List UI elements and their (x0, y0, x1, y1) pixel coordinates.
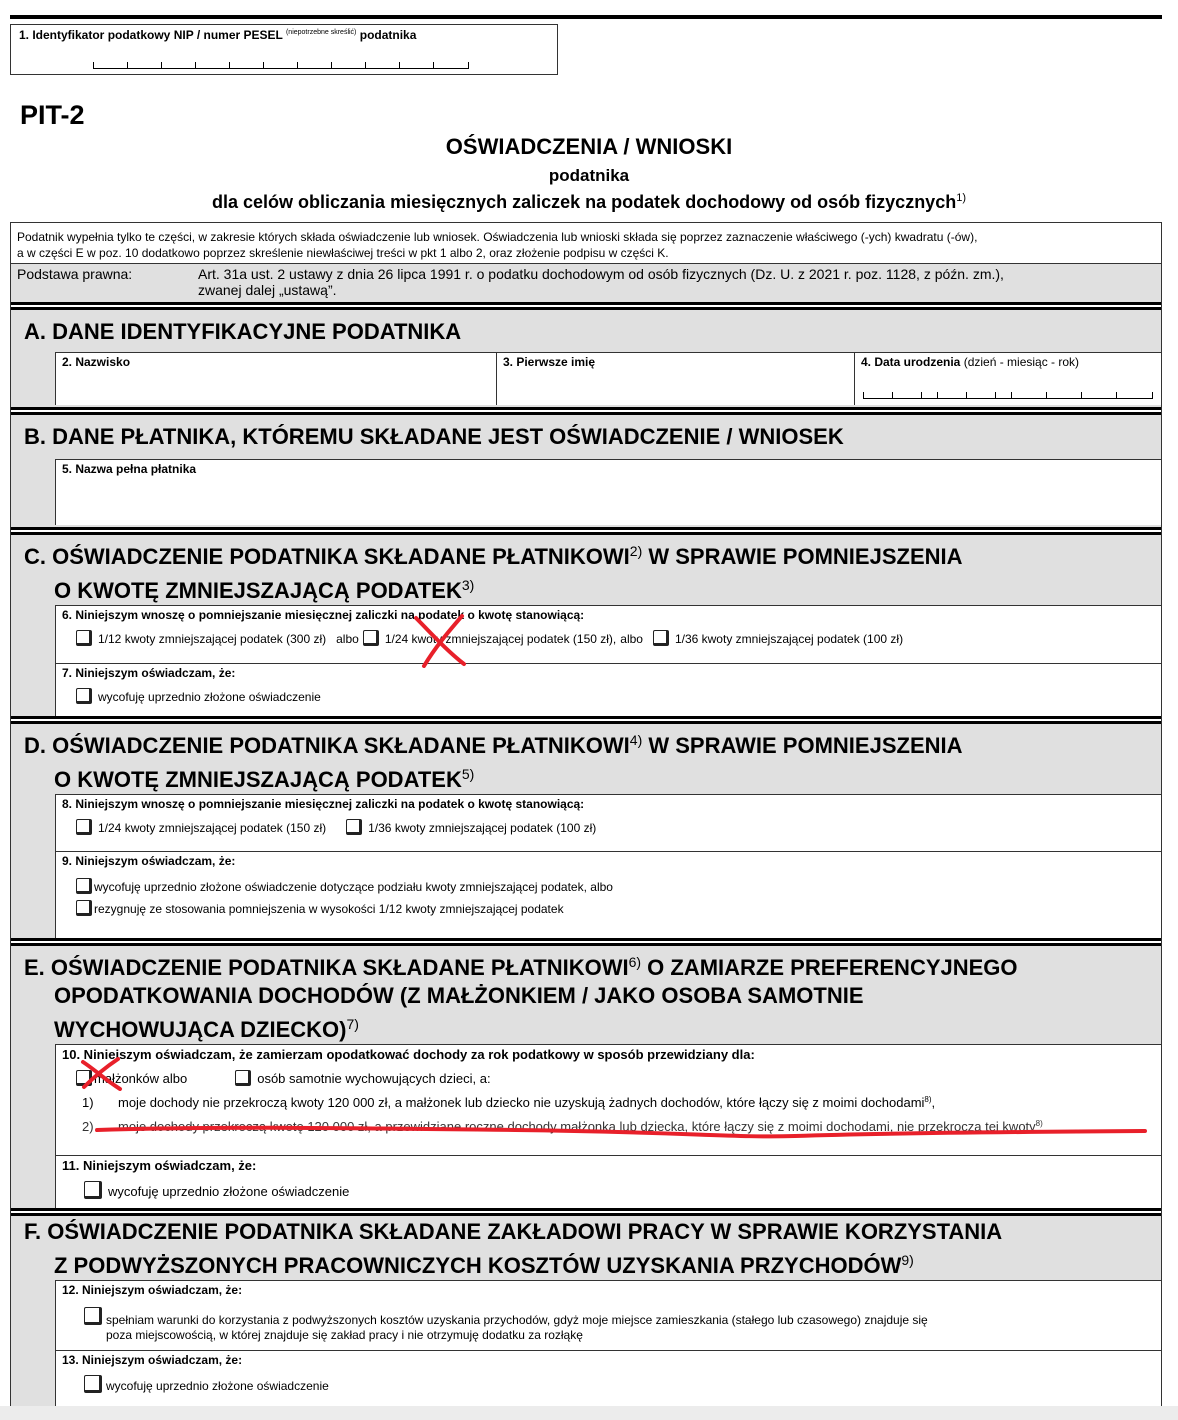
q9-option-1-label: wycofuję uprzednio złożone oświadczenie dotyczące podziału kwoty zmniejszającej podatek, albo (94, 880, 613, 894)
q8-label: 8. Niniejszym wnoszę o pomniejszanie miesięcznej zaliczki na podatek o kwotę stanowiącą: (62, 797, 585, 811)
point-number: 1) (82, 1095, 94, 1110)
section-f-title (11, 1216, 1161, 1280)
nip-pesel-field[interactable] (10, 24, 558, 75)
q12-option-label (106, 1307, 928, 1343)
section-e-title-3: WYCHOWUJĄCA DZIECKO) (54, 1017, 347, 1042)
birth-date-label-text: 4. Data urodzenia (861, 355, 961, 369)
footnote-ref: 3) (461, 577, 475, 593)
section-e (11, 946, 1161, 1208)
checkbox-q7-withdraw[interactable] (76, 688, 92, 704)
section-e-title-1b: O ZAMIARZE PREFERENCYJNEGO (641, 955, 1018, 980)
first-name-field[interactable] (497, 353, 855, 405)
section-f-title-2: Z PODWYŻSZONYCH PRACOWNICZYCH KOSZTÓW UZYSKANIA PRZYCHODÓW (54, 1253, 902, 1278)
section-c-title-2: O KWOTĘ ZMNIEJSZAJĄCĄ PODATEK (54, 578, 462, 603)
checkbox-q12-higher-costs[interactable] (84, 1307, 102, 1325)
section-c (11, 535, 1161, 716)
section-d-body (55, 794, 1161, 938)
q13-row (56, 1351, 1161, 1407)
section-c-title-1b: W SPRAWIE POMNIEJSZENIA (642, 544, 963, 569)
form-title: OŚWIADCZENIA / WNIOSKI (445, 134, 733, 159)
legal-basis (11, 264, 1161, 302)
section-f-title-1: F. OŚWIADCZENIE PODATNIKA SKŁADANE ZAKŁADOWI PRACY W SPRAWIE KORZYSTANIA (24, 1219, 1003, 1244)
footnote-ref: 5) (461, 766, 475, 782)
q8-row (56, 795, 1161, 852)
q13-label: 13. Niniejszym oświadczam, że: (62, 1353, 243, 1367)
checkbox-q11-withdraw[interactable] (84, 1181, 102, 1199)
instructions-line-1: Podatnik wypełnia tylko te części, w zakresie których składa oświadczenie lub wniosek. Oświadczenia lub wnioski składa się poprzez zaznaczenie właściwego (-ych) kwadratu (-ów), (17, 230, 978, 244)
form-code: PIT-2 (20, 100, 85, 130)
section-a-title: A. DANE IDENTYFIKACYJNE PODATNIKA (24, 319, 462, 344)
footnote-ref: 1) (956, 192, 966, 204)
footnote-ref: 8) (924, 1095, 932, 1104)
first-name-label: 3. Pierwsze imię (503, 355, 596, 369)
section-divider (11, 938, 1161, 946)
checkbox-q10-spouses[interactable] (76, 1070, 92, 1086)
q6-row (56, 606, 1161, 664)
q13-option-label: wycofuję uprzednio złożone oświadczenie (106, 1379, 329, 1393)
section-divider (11, 527, 1161, 535)
nip-pesel-suffix: podatnika (359, 28, 417, 42)
q11-option-label: wycofuję uprzednio złożone oświadczenie (108, 1184, 350, 1199)
section-d (11, 724, 1161, 938)
q10-label: 10. Niniejszym oświadczam, że zamierzam opodatkować dochody za rok podatkowy w sposób przewidziany dla: (62, 1047, 755, 1062)
q9-label: 9. Niniejszym oświadczam, że: (62, 854, 236, 868)
section-divider (11, 716, 1161, 724)
footnote-ref: 2) (629, 543, 643, 559)
section-f-body (55, 1280, 1161, 1407)
form-body (10, 222, 1162, 1407)
payer-name-label: 5. Nazwa pełna płatnika (62, 462, 197, 476)
section-c-title (11, 535, 1161, 605)
section-divider (11, 407, 1161, 415)
q6-option-2-label: 1/24 kwoty zmniejszającej podatek (150 zł), (384, 632, 617, 646)
q11-label: 11. Niniejszym oświadczam, że: (62, 1158, 257, 1173)
point-1-text-wrap (118, 1095, 935, 1110)
q11-options (56, 1175, 1161, 1203)
surname-field[interactable] (56, 353, 497, 405)
checkbox-q6-1-12[interactable] (76, 630, 92, 646)
q12-label: 12. Niniejszym oświadczam, że: (62, 1283, 243, 1297)
section-d-title-1: D. OŚWIADCZENIE PODATNIKA SKŁADANE PŁATNIKOWI (24, 733, 630, 758)
checkbox-q13-withdraw[interactable] (84, 1375, 102, 1393)
instructions (11, 223, 1161, 264)
q9-option-2-label: rezygnuję ze stosowania pomniejszenia w wysokości 1/12 kwoty zmniejszającej podatek (94, 902, 564, 916)
section-e-title (11, 946, 1161, 1044)
legal-basis-text (198, 266, 1004, 298)
form-subtitle: podatnika (548, 166, 630, 185)
section-divider (11, 1208, 1161, 1216)
footnote-ref: 4) (629, 732, 643, 748)
point-number: 2) (82, 1119, 94, 1134)
nip-pesel-note: (niepotrzebne skreślić) (285, 29, 357, 36)
section-a-body (55, 352, 1161, 405)
section-f (11, 1216, 1161, 1407)
q7-row (56, 664, 1161, 716)
birth-date-label (855, 353, 1161, 371)
q10-option-2-label: osób samotnie wychowujących dzieci, a: (257, 1071, 491, 1086)
section-a (11, 310, 1161, 407)
page-bottom-edge (0, 1406, 1178, 1420)
q9-option-2 (56, 898, 1161, 920)
surname-label: 2. Nazwisko (62, 355, 131, 369)
section-e-title-2: OPODATKOWANIA DOCHODÓW (Z MAŁŻONKIEM / JAKO OSOBA SAMOTNIE (54, 983, 864, 1008)
section-d-title-1b: W SPRAWIE POMNIEJSZENIA (642, 733, 963, 758)
point-1-text: moje dochody nie przekroczą kwoty 120 000 zł, a małżonek lub dziecko nie uzyskują żadnych dochodów, które łączy się z moimi dochodami (118, 1095, 925, 1110)
q10-options (56, 1064, 1161, 1090)
checkbox-q6-1-24[interactable] (363, 630, 379, 646)
footnote-ref: 7) (346, 1016, 359, 1032)
checkbox-q8-1-24[interactable] (76, 819, 92, 835)
q6-option-3-label: 1/36 kwoty zmniejszającej podatek (100 zł) (674, 632, 904, 646)
q10-option-1-label: małżonków albo (94, 1071, 188, 1086)
birth-date-cells[interactable] (863, 393, 1153, 399)
point-2-text-wrap (118, 1119, 1043, 1134)
top-rule (10, 15, 1162, 19)
form-purpose-text: dla celów obliczania miesięcznych zaliczek na podatek dochodowy od osób fizycznych (212, 192, 957, 212)
q6-label: 6. Niniejszym wnoszę o pomniejszanie miesięcznej zaliczki na podatek o kwotę stanowiącą: (62, 608, 585, 622)
section-divider (11, 302, 1161, 310)
checkbox-q9-resign[interactable] (76, 900, 92, 916)
q6-option-2-suffix: albo (620, 632, 643, 646)
checkbox-q9-withdraw[interactable] (76, 878, 92, 894)
q11-row (56, 1156, 1161, 1208)
q12-row (56, 1281, 1161, 1351)
q12-option-line-2: poza miejscowością, w której znajduje się zakład pracy i nie otrzymuję dodatku za rozłąkę (106, 1328, 583, 1342)
nip-pesel-label-text: 1. Identyfikator podatkowy NIP / numer PESEL (19, 28, 283, 42)
q8-option-1-label: 1/24 kwoty zmniejszającej podatek (150 zł) (98, 821, 327, 835)
q6-option-1-label: 1/12 kwoty zmniejszającej podatek (300 zł) (98, 632, 327, 646)
footnote-ref: 9) (901, 1252, 914, 1268)
section-b-body (55, 459, 1161, 525)
q6-option-1-suffix: albo (336, 632, 359, 646)
checkbox-q8-1-36[interactable] (346, 819, 362, 835)
legal-basis-line-2: zwanej dalej „ustawą”. (198, 282, 337, 298)
q12-option-line-1: spełniam warunki do korzystania z podwyższonych kosztów uzyskania przychodów, gdyż moje miejsce zamieszkania (stałego lub czasowego) znajduje się (106, 1313, 928, 1327)
q10-row (56, 1045, 1161, 1156)
footnote-ref: 6) (628, 954, 642, 970)
legal-basis-label: Podstawa prawna: (17, 266, 133, 282)
payer-name-input[interactable] (56, 478, 1161, 522)
q7-option-label: wycofuję uprzednio złożone oświadczenie (98, 690, 321, 704)
q12-option (56, 1299, 1161, 1343)
section-e-title-1: E. OŚWIADCZENIE PODATNIKA SKŁADANE PŁATNIKOWI (24, 955, 629, 980)
section-d-title-2: O KWOTĘ ZMNIEJSZAJĄCĄ PODATEK (54, 767, 462, 792)
birth-date-field[interactable] (855, 353, 1161, 405)
q7-options (56, 682, 1161, 708)
point-1-tail: , (931, 1095, 936, 1110)
nip-pesel-label (19, 28, 416, 42)
legal-basis-line-1: Art. 31a ust. 2 ustawy z dnia 26 lipca 1991 r. o podatku dochodowym od osób fizycznych (Dz. U. z 2021 r. poz. 1128, z późn. zm.), (198, 266, 1004, 282)
section-b (11, 415, 1161, 527)
q8-options (56, 813, 1161, 839)
q13-options (56, 1369, 1161, 1397)
q9-row (56, 852, 1161, 938)
instructions-line-2: a w części E w poz. 10 dodatkowo poprzez skreślenie niewłaściwej treści w pkt 1 albo 2, oraz złożenie podpisu w części K. (17, 246, 669, 260)
q10-point-1 (56, 1090, 1161, 1113)
q8-option-2-label: 1/36 kwoty zmniejszającej podatek (100 zł) (368, 821, 597, 835)
point-2-text: moje dochody przekroczą kwotę 120 000 zł, a przewidziane roczne dochody małżonka lub dziecka, które łączy się z moimi dochodami, nie przekroczą tej kwoty (118, 1119, 1036, 1134)
q6-options (56, 624, 1161, 650)
section-c-title-1: C. OŚWIADCZENIE PODATNIKA SKŁADANE PŁATNIKOWI (24, 544, 630, 569)
section-d-title (11, 724, 1161, 794)
section-c-body (55, 605, 1161, 716)
checkbox-q10-single-parent[interactable] (235, 1070, 251, 1086)
nip-digit-cells[interactable] (93, 63, 469, 69)
section-b-title: B. DANE PŁATNIKA, KTÓREMU SKŁADANE JEST OŚWIADCZENIE / WNIOSEK (24, 424, 844, 449)
section-e-body (55, 1044, 1161, 1208)
form-purpose (0, 192, 1178, 213)
q7-label: 7. Niniejszym oświadczam, że: (62, 666, 236, 680)
q10-point-2-struck (56, 1113, 1161, 1137)
q9-option-1 (56, 870, 1161, 898)
footnote-ref: 8) (1035, 1119, 1043, 1128)
checkbox-q6-1-36[interactable] (653, 630, 669, 646)
birth-date-hint: (dzień - miesiąc - rok) (963, 355, 1080, 369)
